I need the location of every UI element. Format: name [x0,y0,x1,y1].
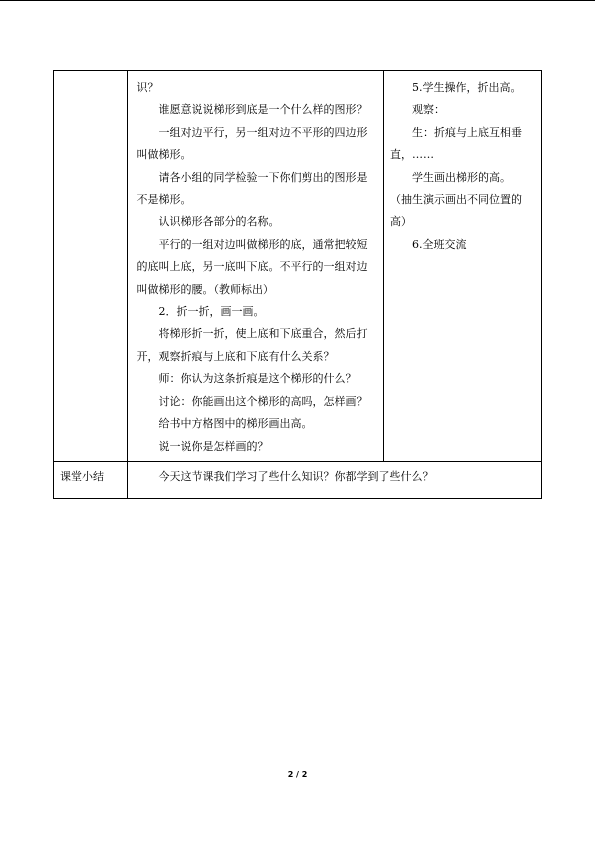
activity-line: 讨论：你能画出这个梯形的高吗，怎样画？ [158,394,368,408]
summary-text: 今天这节课我们学习了些什么知识？你都学到了些什么？ [158,469,434,483]
activity-line: 识？ [136,81,159,94]
activity-line: 将梯形折一折，使上底和下底重合，然后打开，观察折痕与上底和下底有什么关系？ [136,327,368,363]
student-line: 学生画出梯形的高。 [412,170,512,184]
activity-line: 谁愿意说说梯形到底是一个什么样的图形？ [158,103,368,117]
student-line: 观察： [412,103,446,117]
summary-content-cell [128,461,542,498]
table-row-process [54,71,542,462]
activity-line: 一组对边平行，另一组对边不平形的四边形叫做梯形。 [136,125,368,162]
header-rule [0,0,595,1]
student-line: 生：折痕与上底互相垂直，…… [390,125,523,162]
student-line: 5.学生操作，折出高。 [412,81,522,94]
table-row-summary [54,461,542,498]
activity-line: 认识梯形各部分的名称。 [158,215,280,229]
activity-line: 请各小组的同学检验一下你们剪出的图形是不是梯形。 [136,170,368,207]
lesson-plan-table [53,70,542,499]
activity-line: 师：你认为这条折痕是这个梯形的什么？ [158,372,357,386]
activity-line: 平行的一组对边叫做梯形的底，通常把较短的底叫上底，另一底叫下底。不平行的一组对边叫做梯形的腰。（教师标出） [136,237,368,296]
page-number: 2 / 2 [287,770,308,779]
activity-line: 2．折一折，画一画。 [158,305,265,319]
summary-label: 课堂小结 [60,469,104,483]
activity-line: 说一说你是怎样画的？ [158,439,269,453]
student-line: （抽生演示画出不同位置的高） [390,193,523,229]
summary-label-cell [54,461,128,498]
student-activity-cell [384,71,542,462]
student-line: 6.全班交流 [412,237,467,251]
process-label-cell [54,71,128,462]
teacher-activity-cell [128,71,384,462]
activity-line: 给书中方格图中的梯形画出高。 [158,417,313,431]
